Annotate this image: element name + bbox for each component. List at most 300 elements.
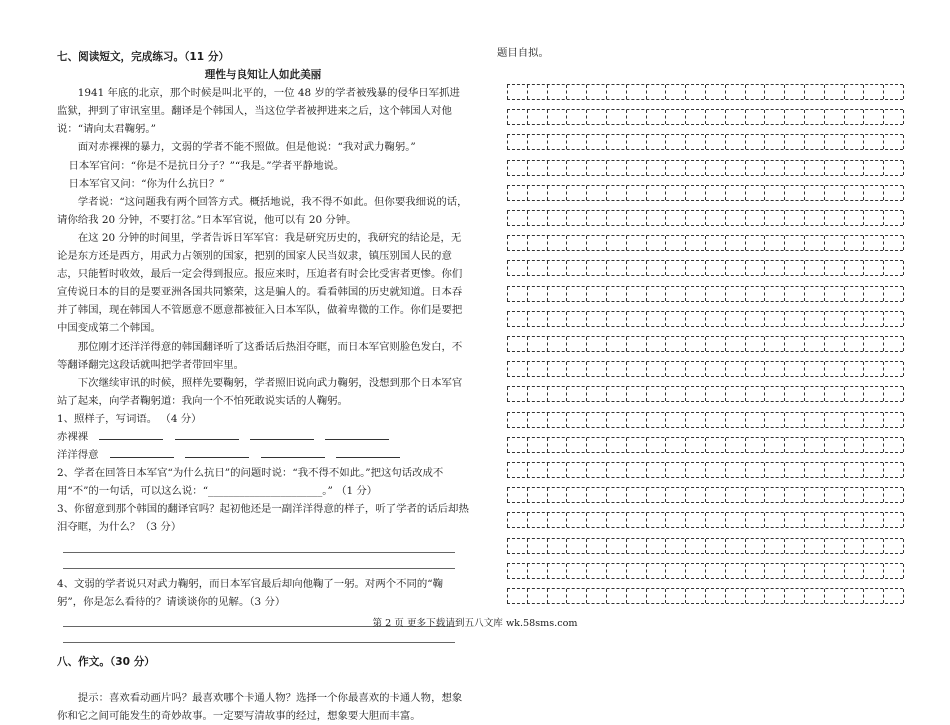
- grid-cell-divider: [527, 387, 528, 401]
- grid-cell-divider: [547, 413, 548, 427]
- grid-cell-divider: [824, 312, 825, 326]
- grid-cell-divider: [586, 413, 587, 427]
- grid-cell-divider: [626, 463, 627, 477]
- grid-cell-divider: [824, 387, 825, 401]
- grid-cell-divider: [844, 564, 845, 578]
- grid-cell-divider: [626, 413, 627, 427]
- grid-cell-divider: [804, 387, 805, 401]
- grid-cell-divider: [547, 312, 548, 326]
- grid-cell-divider: [547, 589, 548, 603]
- grid-cell-divider: [665, 564, 666, 578]
- grid-cell-divider: [606, 312, 607, 326]
- grid-cell-divider: [903, 287, 904, 301]
- grid-cell-divider: [626, 438, 627, 452]
- grid-cell-divider: [804, 85, 805, 99]
- grid-cell-divider: [745, 564, 746, 578]
- grid-cell-divider: [705, 236, 706, 250]
- grid-cell-divider: [745, 413, 746, 427]
- grid-cell-divider: [725, 337, 726, 351]
- grid-cell-divider: [903, 161, 904, 175]
- section-8-heading: 八、作文。（30 分）: [57, 655, 155, 668]
- grid-cell-divider: [804, 564, 805, 578]
- grid-cell-divider: [824, 110, 825, 124]
- grid-cell-divider: [566, 337, 567, 351]
- grid-cell-divider: [784, 513, 785, 527]
- grid-cell-divider: [507, 539, 508, 553]
- grid-cell-divider: [824, 413, 825, 427]
- grid-cell-divider: [626, 362, 627, 376]
- grid-cell-divider: [725, 287, 726, 301]
- grid-cell-divider: [725, 110, 726, 124]
- grid-cell-divider: [764, 261, 765, 275]
- grid-cell-divider: [507, 438, 508, 452]
- grid-cell-divider: [606, 539, 607, 553]
- grid-cell-divider: [646, 135, 647, 149]
- grid-cell-divider: [606, 261, 607, 275]
- grid-cell-divider: [745, 287, 746, 301]
- grid-cell-divider: [725, 387, 726, 401]
- grid-cell-divider: [883, 362, 884, 376]
- grid-cell-divider: [903, 564, 904, 578]
- grid-cell-divider: [547, 513, 548, 527]
- grid-cell-divider: [685, 110, 686, 124]
- grid-cell-divider: [606, 186, 607, 200]
- grid-cell-divider: [507, 589, 508, 603]
- grid-cell-divider: [844, 413, 845, 427]
- grid-row[interactable]: [507, 336, 903, 352]
- grid-cell-divider: [863, 463, 864, 477]
- grid-cell-divider: [646, 236, 647, 250]
- grid-cell-divider: [685, 312, 686, 326]
- article-paragraph: 在这 20 分钟的时间里，学者告诉日军军官：我是研究历史的，我研究的结论是，无论是东方还是西方，用武力占领别的国家，把别的国家人民当奴隶，镇压别国人民的意志，只能暂时收效，最后一定会得到报应。报应来时，压迫者有时会比受害者更惨。你们宣传说日本的目的是要亚洲各国共同繁荣，这是骗人的。看看韩国的历史就知道。日本吞并了韩国，现在韩国人不管愿意不愿意都被征入日本军队，做着卑微的工作。你们是要把中国变成第二个韩国。: [57, 231, 463, 335]
- grid-cell-divider: [804, 589, 805, 603]
- grid-cell-divider: [903, 539, 904, 553]
- grid-row[interactable]: [507, 185, 903, 201]
- grid-row[interactable]: [507, 462, 903, 478]
- grid-cell-divider: [824, 362, 825, 376]
- grid-cell-divider: [586, 589, 587, 603]
- grid-cell-divider: [764, 513, 765, 527]
- grid-cell-divider: [784, 110, 785, 124]
- grid-row[interactable]: [507, 538, 903, 554]
- grid-cell-divider: [646, 513, 647, 527]
- grid-cell-divider: [804, 463, 805, 477]
- title-note: 题目自拟。: [497, 47, 549, 59]
- grid-cell-divider: [863, 161, 864, 175]
- grid-cell-divider: [606, 413, 607, 427]
- grid-cell-divider: [626, 488, 627, 502]
- grid-cell-divider: [883, 261, 884, 275]
- grid-cell-divider: [566, 186, 567, 200]
- grid-cell-divider: [665, 413, 666, 427]
- grid-cell-divider: [646, 110, 647, 124]
- grid-cell-divider: [586, 186, 587, 200]
- grid-cell-divider: [883, 85, 884, 99]
- grid-cell-divider: [547, 438, 548, 452]
- answer-blank[interactable]: [250, 428, 314, 440]
- grid-cell-divider: [626, 337, 627, 351]
- grid-cell-divider: [705, 85, 706, 99]
- grid-cell-divider: [863, 513, 864, 527]
- grid-cell-divider: [883, 135, 884, 149]
- grid-cell-divider: [665, 135, 666, 149]
- grid-cell-divider: [606, 110, 607, 124]
- page-footer: 第 2 页 更多下载请到五八文库 wk.58sms.com: [372, 618, 578, 629]
- grid-cell-divider: [844, 337, 845, 351]
- grid-cell-divider: [626, 564, 627, 578]
- grid-cell-divider: [784, 488, 785, 502]
- grid-cell-divider: [863, 135, 864, 149]
- grid-cell-divider: [646, 413, 647, 427]
- grid-cell-divider: [566, 110, 567, 124]
- grid-cell-divider: [626, 287, 627, 301]
- grid-cell-divider: [566, 513, 567, 527]
- grid-cell-divider: [804, 236, 805, 250]
- grid-cell-divider: [626, 211, 627, 225]
- grid-cell-divider: [527, 337, 528, 351]
- grid-cell-divider: [646, 261, 647, 275]
- grid-row[interactable]: [507, 311, 903, 327]
- grid-cell-divider: [705, 387, 706, 401]
- grid-cell-divider: [626, 539, 627, 553]
- grid-cell-divider: [883, 236, 884, 250]
- grid-cell-divider: [626, 261, 627, 275]
- grid-cell-divider: [665, 211, 666, 225]
- grid-cell-divider: [646, 539, 647, 553]
- answer-line[interactable]: [63, 540, 455, 553]
- grid-cell-divider: [764, 110, 765, 124]
- grid-cell-divider: [646, 463, 647, 477]
- grid-cell-divider: [764, 387, 765, 401]
- grid-cell-divider: [586, 362, 587, 376]
- grid-cell-divider: [566, 589, 567, 603]
- grid-row[interactable]: [507, 412, 903, 428]
- grid-cell-divider: [646, 161, 647, 175]
- grid-cell-divider: [725, 85, 726, 99]
- grid-cell-divider: [566, 85, 567, 99]
- grid-cell-divider: [725, 362, 726, 376]
- grid-cell-divider: [507, 110, 508, 124]
- grid-cell-divider: [646, 438, 647, 452]
- grid-cell-divider: [665, 362, 666, 376]
- grid-cell-divider: [547, 135, 548, 149]
- grid-cell-divider: [844, 362, 845, 376]
- grid-cell-divider: [547, 211, 548, 225]
- grid-cell-divider: [883, 564, 884, 578]
- grid-cell-divider: [547, 85, 548, 99]
- grid-cell-divider: [665, 589, 666, 603]
- answer-line[interactable]: [63, 556, 455, 569]
- grid-cell-divider: [863, 539, 864, 553]
- grid-cell-divider: [784, 589, 785, 603]
- grid-cell-divider: [844, 161, 845, 175]
- grid-row[interactable]: [507, 109, 903, 125]
- grid-cell-divider: [844, 589, 845, 603]
- grid-cell-divider: [586, 438, 587, 452]
- grid-cell-divider: [764, 337, 765, 351]
- grid-cell-divider: [745, 539, 746, 553]
- grid-cell-divider: [507, 463, 508, 477]
- question-3: 3、你留意到那个韩国的翻译官吗？起初他还是一副洋洋得意的样子，听了学者的话后却热泪夺眶，为什么？（3 分）: [57, 503, 469, 534]
- grid-cell-divider: [764, 236, 765, 250]
- grid-cell-divider: [883, 312, 884, 326]
- grid-cell-divider: [705, 110, 706, 124]
- grid-cell-divider: [507, 85, 508, 99]
- grid-cell-divider: [863, 413, 864, 427]
- grid-cell-divider: [784, 261, 785, 275]
- grid-cell-divider: [824, 186, 825, 200]
- answer-line[interactable]: [63, 630, 455, 643]
- grid-cell-divider: [527, 513, 528, 527]
- grid-cell-divider: [903, 387, 904, 401]
- grid-cell-divider: [824, 236, 825, 250]
- grid-cell-divider: [883, 110, 884, 124]
- grid-cell-divider: [844, 488, 845, 502]
- answer-blank[interactable]: [99, 428, 163, 440]
- grid-row[interactable]: [507, 588, 903, 604]
- article-paragraph: 学者说：“这问题我有两个回答方式。概括地说，我不得不如此。但你要我细说的话，请你给我 20 分钟，不要打岔。”日本军官说，他可以有 20 分钟。: [57, 195, 468, 226]
- grid-cell-divider: [725, 236, 726, 250]
- grid-cell-divider: [903, 236, 904, 250]
- grid-cell-divider: [586, 337, 587, 351]
- grid-cell-divider: [646, 186, 647, 200]
- answer-blank[interactable]: [325, 428, 389, 440]
- grid-cell-divider: [725, 312, 726, 326]
- grid-cell-divider: [665, 337, 666, 351]
- answer-blank[interactable]: [185, 446, 249, 458]
- grid-cell-divider: [705, 312, 706, 326]
- grid-row[interactable]: [507, 210, 903, 226]
- grid-cell-divider: [863, 488, 864, 502]
- grid-row[interactable]: [507, 487, 903, 503]
- grid-cell-divider: [745, 161, 746, 175]
- grid-cell-divider: [646, 564, 647, 578]
- grid-cell-divider: [804, 438, 805, 452]
- grid-cell-divider: [547, 161, 548, 175]
- grid-cell-divider: [685, 438, 686, 452]
- grid-cell-divider: [507, 362, 508, 376]
- grid-row[interactable]: [507, 84, 903, 100]
- grid-cell-divider: [784, 362, 785, 376]
- grid-cell-divider: [586, 539, 587, 553]
- grid-cell-divider: [705, 362, 706, 376]
- grid-cell-divider: [705, 186, 706, 200]
- article-paragraph: 1941 年底的北京，那个时候是叫北平的，一位 48 岁的学者被残暴的侵华日军抓进监狱，押到了审讯室里。翻译是个韩国人，当这位学者被押进来之后，这个韩国人对他说：“请向太君鞠躬。”: [57, 87, 460, 136]
- question-1: 1、照样子，写词语。 （4 分）: [57, 412, 202, 425]
- grid-cell-divider: [863, 438, 864, 452]
- grid-cell-divider: [863, 261, 864, 275]
- grid-cell-divider: [903, 513, 904, 527]
- grid-cell-divider: [725, 135, 726, 149]
- grid-cell-divider: [863, 85, 864, 99]
- grid-cell-divider: [527, 110, 528, 124]
- grid-cell-divider: [705, 337, 706, 351]
- grid-cell-divider: [606, 463, 607, 477]
- grid-cell-divider: [745, 211, 746, 225]
- grid-cell-divider: [586, 387, 587, 401]
- grid-cell-divider: [527, 135, 528, 149]
- grid-cell-divider: [606, 438, 607, 452]
- grid-cell-divider: [804, 287, 805, 301]
- grid-cell-divider: [685, 85, 686, 99]
- grid-cell-divider: [725, 438, 726, 452]
- grid-cell-divider: [863, 337, 864, 351]
- grid-cell-divider: [527, 236, 528, 250]
- grid-cell-divider: [507, 161, 508, 175]
- grid-cell-divider: [626, 312, 627, 326]
- grid-cell-divider: [844, 110, 845, 124]
- grid-cell-divider: [745, 589, 746, 603]
- grid-cell-divider: [824, 135, 825, 149]
- grid-cell-divider: [507, 211, 508, 225]
- grid-cell-divider: [685, 589, 686, 603]
- grid-cell-divider: [586, 135, 587, 149]
- grid-cell-divider: [626, 135, 627, 149]
- grid-row[interactable]: [507, 134, 903, 150]
- grid-row[interactable]: [507, 260, 903, 276]
- grid-cell-divider: [745, 513, 746, 527]
- grid-row[interactable]: [507, 512, 903, 528]
- grid-cell-divider: [903, 186, 904, 200]
- grid-cell-divider: [507, 312, 508, 326]
- grid-cell-divider: [586, 85, 587, 99]
- grid-cell-divider: [824, 539, 825, 553]
- grid-cell-divider: [705, 438, 706, 452]
- grid-cell-divider: [527, 362, 528, 376]
- grid-cell-divider: [824, 488, 825, 502]
- grid-cell-divider: [586, 463, 587, 477]
- grid-cell-divider: [764, 362, 765, 376]
- grid-cell-divider: [725, 261, 726, 275]
- grid-cell-divider: [883, 211, 884, 225]
- grid-cell-divider: [586, 236, 587, 250]
- grid-cell-divider: [784, 161, 785, 175]
- grid-cell-divider: [685, 488, 686, 502]
- grid-cell-divider: [784, 85, 785, 99]
- grid-cell-divider: [844, 387, 845, 401]
- grid-cell-divider: [784, 312, 785, 326]
- grid-cell-divider: [705, 161, 706, 175]
- grid-cell-divider: [824, 564, 825, 578]
- grid-cell-divider: [685, 186, 686, 200]
- grid-cell-divider: [764, 161, 765, 175]
- grid-cell-divider: [844, 186, 845, 200]
- grid-row[interactable]: [507, 386, 903, 402]
- grid-cell-divider: [646, 211, 647, 225]
- grid-cell-divider: [745, 488, 746, 502]
- answer-blank[interactable]: [175, 428, 239, 440]
- grid-row[interactable]: [507, 235, 903, 251]
- grid-cell-divider: [527, 211, 528, 225]
- grid-row[interactable]: [507, 160, 903, 176]
- question-2: 2、学者在回答日本军官“为什么抗日”的问题时说：“我不得不如此。”把这句话改成不用“不”的一句话，可以这么说：“______________________。” （1 分）: [57, 467, 444, 498]
- grid-cell-divider: [804, 211, 805, 225]
- grid-cell-divider: [705, 488, 706, 502]
- grid-cell-divider: [527, 488, 528, 502]
- grid-cell-divider: [547, 488, 548, 502]
- grid-cell-divider: [705, 287, 706, 301]
- grid-cell-divider: [527, 261, 528, 275]
- grid-cell-divider: [626, 110, 627, 124]
- grid-cell-divider: [883, 387, 884, 401]
- grid-row[interactable]: [507, 437, 903, 453]
- grid-cell-divider: [566, 413, 567, 427]
- grid-cell-divider: [745, 135, 746, 149]
- answer-blank[interactable]: [110, 446, 174, 458]
- article-paragraph: 下次继续审讯的时候，照样先要鞠躬，学者照旧说向武力鞠躬，没想到那个日本军官站了起来，向学者鞠躬道：我向一个不怕死敢说实话的人鞠躬。: [57, 376, 463, 407]
- grid-cell-divider: [824, 287, 825, 301]
- grid-cell-divider: [566, 438, 567, 452]
- question-4: 4、文弱的学者说只对武力鞠躬，而日本军官最后却向他鞠了一躬。对两个不同的“鞠躬”，你是怎么看待的？请谈谈你的见解。（3 分）: [57, 577, 443, 608]
- grid-cell-divider: [646, 85, 647, 99]
- grid-row[interactable]: [507, 286, 903, 302]
- grid-cell-divider: [863, 564, 864, 578]
- grid-cell-divider: [705, 135, 706, 149]
- grid-cell-divider: [705, 463, 706, 477]
- grid-cell-divider: [804, 337, 805, 351]
- article-paragraph: 那位刚才还洋洋得意的韩国翻译听了这番话后热泪夺眶，而日本军官则脸色发白，不等翻译翻完这段话就叫把学者带回牢里。: [57, 340, 463, 371]
- grid-cell-divider: [527, 539, 528, 553]
- grid-cell-divider: [705, 413, 706, 427]
- grid-cell-divider: [705, 261, 706, 275]
- article-paragraph: 日本军官又问：“你为什么抗日？”: [68, 177, 225, 190]
- grid-cell-divider: [804, 135, 805, 149]
- grid-cell-divider: [527, 438, 528, 452]
- grid-cell-divider: [527, 85, 528, 99]
- grid-row[interactable]: [507, 563, 903, 579]
- grid-row[interactable]: [507, 361, 903, 377]
- grid-cell-divider: [764, 413, 765, 427]
- grid-cell-divider: [725, 564, 726, 578]
- grid-cell-divider: [745, 236, 746, 250]
- grid-cell-divider: [606, 236, 607, 250]
- grid-cell-divider: [903, 589, 904, 603]
- grid-cell-divider: [883, 337, 884, 351]
- grid-cell-divider: [665, 287, 666, 301]
- grid-cell-divider: [566, 211, 567, 225]
- grid-cell-divider: [507, 387, 508, 401]
- grid-cell-divider: [586, 513, 587, 527]
- grid-cell-divider: [685, 337, 686, 351]
- grid-cell-divider: [784, 438, 785, 452]
- grid-cell-divider: [863, 211, 864, 225]
- grid-cell-divider: [665, 513, 666, 527]
- grid-cell-divider: [507, 413, 508, 427]
- grid-cell-divider: [507, 236, 508, 250]
- grid-cell-divider: [903, 85, 904, 99]
- grid-cell-divider: [685, 161, 686, 175]
- grid-cell-divider: [863, 186, 864, 200]
- grid-cell-divider: [804, 513, 805, 527]
- grid-cell-divider: [705, 564, 706, 578]
- grid-cell-divider: [606, 211, 607, 225]
- grid-cell-divider: [764, 186, 765, 200]
- grid-cell-divider: [844, 463, 845, 477]
- essay-writing-grid[interactable]: [507, 84, 903, 610]
- grid-cell-divider: [725, 488, 726, 502]
- answer-blank[interactable]: [261, 446, 325, 458]
- q1-example-word-2: 洋洋得意: [57, 449, 99, 462]
- grid-cell-divider: [566, 463, 567, 477]
- article-title: 理性与良知让人如此美丽: [204, 69, 322, 82]
- grid-cell-divider: [527, 589, 528, 603]
- grid-cell-divider: [844, 539, 845, 553]
- grid-cell-divider: [685, 413, 686, 427]
- answer-blank[interactable]: [336, 446, 400, 458]
- grid-cell-divider: [705, 589, 706, 603]
- grid-cell-divider: [646, 488, 647, 502]
- article-paragraph: 日本军官问：“你是不是抗日分子？”“我是。”学者平静地说。: [68, 159, 345, 172]
